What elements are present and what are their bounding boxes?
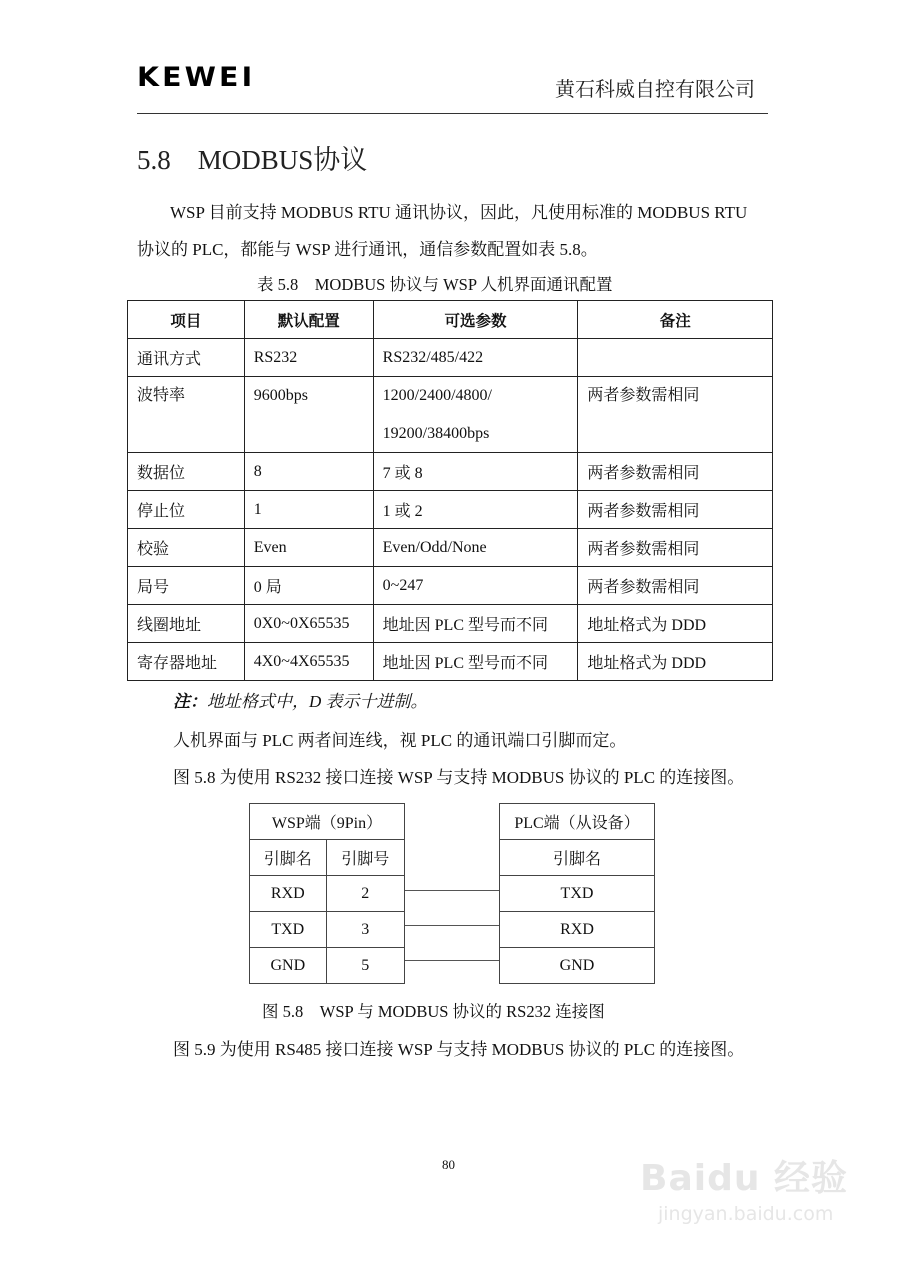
table-cell: 数据位 xyxy=(128,453,245,491)
table-cell: 1 或 2 xyxy=(373,491,578,529)
table-caption: 表 5.8 MODBUS 协议与 WSP 人机界面通讯配置 xyxy=(257,275,613,294)
table-cell: 地址因 PLC 型号而不同 xyxy=(373,643,578,681)
wsp-pin-table xyxy=(249,803,405,984)
table-note xyxy=(173,687,428,712)
table-cell xyxy=(578,339,773,377)
table-cell: 通讯方式 xyxy=(128,339,245,377)
table-cell: RS232 xyxy=(244,339,373,377)
plc-pin-table xyxy=(499,803,655,984)
table-cell: Even/Odd/None xyxy=(373,529,578,567)
table-header-row xyxy=(128,301,773,339)
table-cell: Even xyxy=(244,529,373,567)
watermark-url: jingyan.baidu.com xyxy=(658,1203,834,1225)
table-cell: 两者参数需相同 xyxy=(578,529,773,567)
wsp-pin-name: RXD xyxy=(250,876,327,912)
table-cell: 两者参数需相同 xyxy=(578,377,773,453)
table-cell-line: 1200/2400/4800/ xyxy=(382,387,492,404)
table-cell: 两者参数需相同 xyxy=(578,491,773,529)
header-rule xyxy=(137,113,768,114)
table-cell: 寄存器地址 xyxy=(128,643,245,681)
table-cell: 停止位 xyxy=(128,491,245,529)
wsp-pin-name: TXD xyxy=(250,912,327,948)
para-figure-5-9: 图 5.9 为使用 RS485 接口连接 WSP 与支持 MODBUS 协议的 PLC 的连接图。 xyxy=(173,1040,745,1059)
table-row xyxy=(128,643,773,681)
section-title xyxy=(137,138,367,177)
wsp-title: WSP端（9Pin） xyxy=(250,804,405,840)
table-cell-line: 19200/38400bps xyxy=(382,425,490,442)
table-cell: RS232/485/422 xyxy=(373,339,578,377)
table-row xyxy=(128,453,773,491)
header-remark: 备注 xyxy=(578,301,773,339)
wire-rxd-txd xyxy=(405,890,499,891)
plc-pin-name: GND xyxy=(500,948,655,984)
wsp-col-pin-name: 引脚名 xyxy=(250,840,327,876)
config-table xyxy=(127,300,773,681)
table-cell xyxy=(373,377,578,453)
table-cell: 9600bps xyxy=(244,377,373,453)
table-cell: 0X0~0X65535 xyxy=(244,605,373,643)
wsp-pin-number: 3 xyxy=(326,912,404,948)
section-heading: MODBUS协议 xyxy=(197,145,368,175)
note-text: 地址格式中，D 表示十进制。 xyxy=(207,692,428,711)
wire-txd-rxd xyxy=(405,925,499,926)
wsp-pin-number: 5 xyxy=(326,948,404,984)
wsp-pin-name: GND xyxy=(250,948,327,984)
wire-gnd-gnd xyxy=(405,960,499,961)
plc-pin-name: TXD xyxy=(500,876,655,912)
header-options: 可选参数 xyxy=(373,301,578,339)
plc-title: PLC端（从设备） xyxy=(500,804,655,840)
table-row xyxy=(128,529,773,567)
note-label: 注： xyxy=(173,692,207,711)
watermark-brand: Baidu 经验 xyxy=(640,1158,849,1199)
table-row xyxy=(128,377,773,453)
para-wiring: 人机界面与 PLC 两者间连线，视 PLC 的通讯端口引脚而定。 xyxy=(173,731,627,750)
table-cell: 两者参数需相同 xyxy=(578,453,773,491)
plc-pin-name: RXD xyxy=(500,912,655,948)
table-cell: 1 xyxy=(244,491,373,529)
page-number: 80 xyxy=(442,1157,455,1172)
table-cell: 7 或 8 xyxy=(373,453,578,491)
baidu-watermark xyxy=(640,1150,848,1225)
table-cell: 地址格式为 DDD xyxy=(578,605,773,643)
header-item: 项目 xyxy=(128,301,245,339)
wsp-col-pin-number: 引脚号 xyxy=(326,840,404,876)
table-cell: 地址格式为 DDD xyxy=(578,643,773,681)
table-cell: 校验 xyxy=(128,529,245,567)
para-figure-5-8: 图 5.8 为使用 RS232 接口连接 WSP 与支持 MODBUS 协议的 PLC 的连接图。 xyxy=(173,768,745,787)
wsp-pin-number: 2 xyxy=(326,876,404,912)
table-cell: 两者参数需相同 xyxy=(578,567,773,605)
table-row xyxy=(128,605,773,643)
company-logo: KEWEI xyxy=(137,62,256,93)
table-row xyxy=(128,567,773,605)
table-cell: 局号 xyxy=(128,567,245,605)
table-cell: 线圈地址 xyxy=(128,605,245,643)
table-cell: 0 局 xyxy=(244,567,373,605)
table-cell: 4X0~4X65535 xyxy=(244,643,373,681)
table-cell: 0~247 xyxy=(373,567,578,605)
table-cell: 波特率 xyxy=(128,377,245,453)
intro-line-2: 协议的 PLC，都能与 WSP 进行通讯，通信参数配置如表 5.8。 xyxy=(137,240,598,259)
intro-line-1: WSP 目前支持 MODBUS RTU 通讯协议，因此，凡使用标准的 MODBUS RTU xyxy=(170,203,748,222)
company-name: 黄石科威自控有限公司 xyxy=(555,79,755,101)
table-row xyxy=(128,491,773,529)
figure-caption: 图 5.8 WSP 与 MODBUS 协议的 RS232 连接图 xyxy=(262,1002,605,1021)
table-row xyxy=(128,339,773,377)
table-cell: 8 xyxy=(244,453,373,491)
section-number: 5.8 xyxy=(137,145,171,175)
plc-col-pin-name: 引脚名 xyxy=(500,840,655,876)
table-cell: 地址因 PLC 型号而不同 xyxy=(373,605,578,643)
header-default: 默认配置 xyxy=(244,301,373,339)
